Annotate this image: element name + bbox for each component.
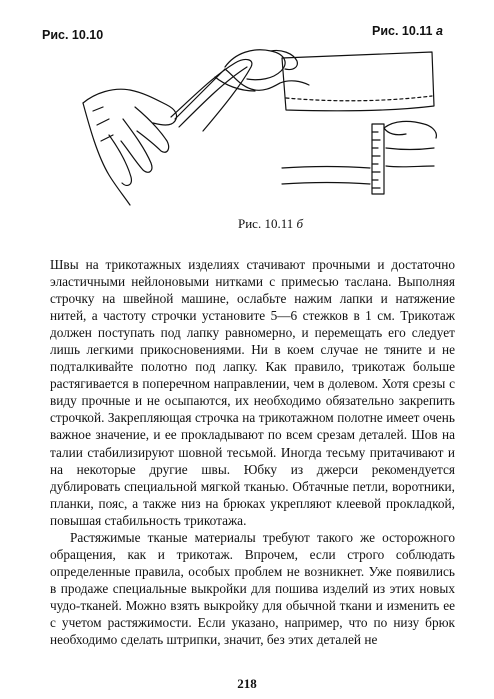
figure-10-11a-label (372, 24, 443, 38)
figure-10-11b-label (238, 216, 303, 232)
paragraph: Швы на трикотажных изделиях стачивают прочными и достаточно эластичными нейлоновыми нитками с примесью таслана. Выполняя строчку на швейной машине, ослабьте нажим лапки и натяжение нитей, а частоту строчки установите 5—6 стежков в 1 см. Трикотаж должен поступать под лапку равномерно, и перемещать его следует лишь легкими прикосновениями. Ни в коем случае не тяните и не подталкивайте полотно под лапку. Как правило, трикотаж больше растягивается в поперечном направлении, чем в долевом. Хотя срезы с виду прочные и не осыпаются, их необходимо обязательно закрепить строчкой. Закрепляющая строчка на трикотажном полотне имеет очень важное значение, и ее прокладывают по всем срезам деталей. Шов на талии стабилизируют шовной тесьмой. Иногда тесьму притачивают и на некоторые другие швы. Юбку из джерси рекомендуется дублировать специальной мягкой тканью. Обтачные петли, воротники, планки, пояс, а также низ на брюках укрепляют клеевой прокладкой, повышая стабильность трикотажа. (50, 257, 455, 528)
figure-label-text: Рис. 10.11 (372, 24, 433, 38)
figure-label-suffix: б (296, 216, 304, 231)
figure-10-10-label (42, 28, 103, 42)
figure-label-text: Рис. 10.11 (238, 216, 294, 231)
paragraph: Растяжимые тканые материалы требуют такого же осторожного обращения, как и трикотаж. Впрочем, если строго соблюдать определенные правила, особых проблем не возникнет. Уже появились в продаже специальные выкройки для пошива изделий из этих новых чудо-тканей. Можно взять выкройку для обычной ткани и изменить ее с учетом растяжимости. Если указано, например, что по низу брюк необходимо сделать штрипки, значит, без этих деталей не (50, 529, 455, 648)
body-text (50, 256, 455, 648)
figure-10-11-illustration (262, 48, 442, 208)
figure-label-text: Рис. 10.10 (42, 28, 104, 42)
figure-label-suffix: а (436, 24, 443, 38)
page-number: 218 (237, 676, 257, 691)
